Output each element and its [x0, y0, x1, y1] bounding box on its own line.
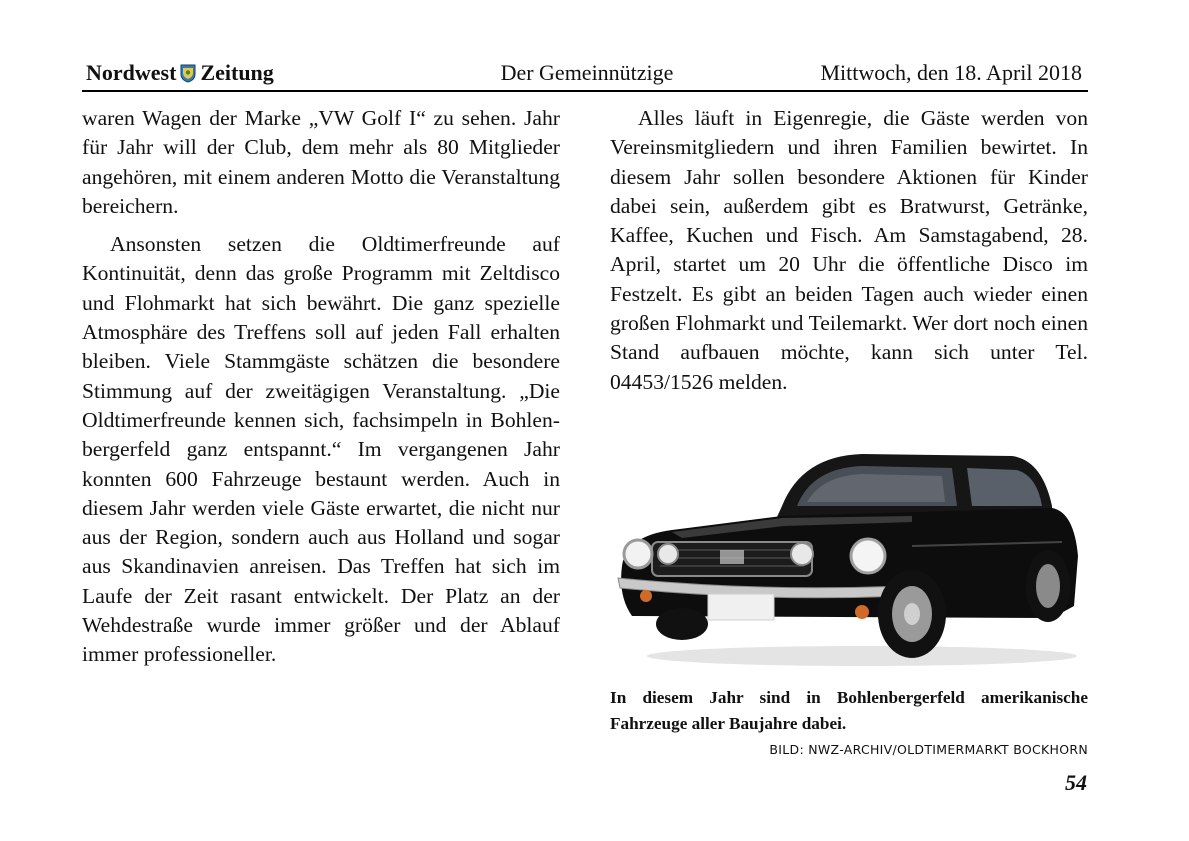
text-column-right: [610, 104, 1088, 397]
brand-name-left: Nordwest: [86, 60, 177, 85]
paragraph: waren Wagen der Marke „VW Golf I“ zu sehen. Jahr für Jahr will der Club, dem mehr als 80 Mitglieder angehören, mit einem anderen Motto die Veranstaltung bereichern.: [82, 106, 560, 218]
photo-credit: BILD: NWZ-ARCHIV/OLDTIMERMARKT BOCKHORN: [769, 742, 1088, 757]
page-header: [82, 56, 1088, 92]
classic-car-photo: [612, 446, 1086, 672]
crest-icon: [180, 64, 196, 83]
brand-name-right: Zeitung: [200, 60, 274, 85]
issue-date: Mittwoch, den 18. April 2018: [820, 60, 1082, 85]
paragraph: Ansonsten setzen die Oldtimerfreunde auf Kontinuität, denn das große Programm mit Zeltdisco und Flohmarkt hat sich bewährt. Die ganz spezielle Atmosphäre des Treffens soll auf jeden Fall erhalten bleiben. Viele Stammgäste schätzen die besondere Stimmung auf der zweitägigen Veranstaltung. „Die Oldtimerfreunde kennen sich, fachsimpeln in Bohlenbergerfeld ganz entspannt.“ Im vergangenen Jahr konnten 600 Fahrzeuge bestaunt werden. Auch in diesem Jahr werden viele Gäste erwartet, die nicht nur aus der Region, sondern auch aus Holland und sogar aus Skandinavien anreisen. Das Treffen hat sich im Laufe der Zeit rasant entwickelt. Der Platz an der Wehdestraße wurde immer größer und der Ablauf immer professioneller.: [82, 232, 560, 667]
page-number: 54: [1065, 770, 1087, 795]
photo-caption: In diesem Jahr sind in Bohlenbergerfeld amerikanische Fahrzeuge aller Baujahre dabei.: [610, 688, 1088, 733]
text-column-left: [82, 104, 560, 670]
paragraph: Alles läuft in Eigenregie, die Gäste werden von Vereinsmitgliedern und ihren Familien bewirtet. In diesem Jahr sollen besondere Aktionen für Kinder dabei sein, außerdem gibt es Bratwurst, Getränke, Kaffee, Kuchen und Fisch. Am Samstagabend, 28. April, startet um 20 Uhr die öffentliche Disco im Festzelt. Es gibt an beiden Tagen auch wieder einen großen Flohmarkt und Teilemarkt. Wer dort noch einen Stand aufbauen möchte, kann sich unter Tel. 04453/1526 melden.: [610, 106, 1088, 394]
supplement-title: Der Gemeinnützige: [500, 60, 674, 85]
publication-brand: [86, 60, 274, 86]
